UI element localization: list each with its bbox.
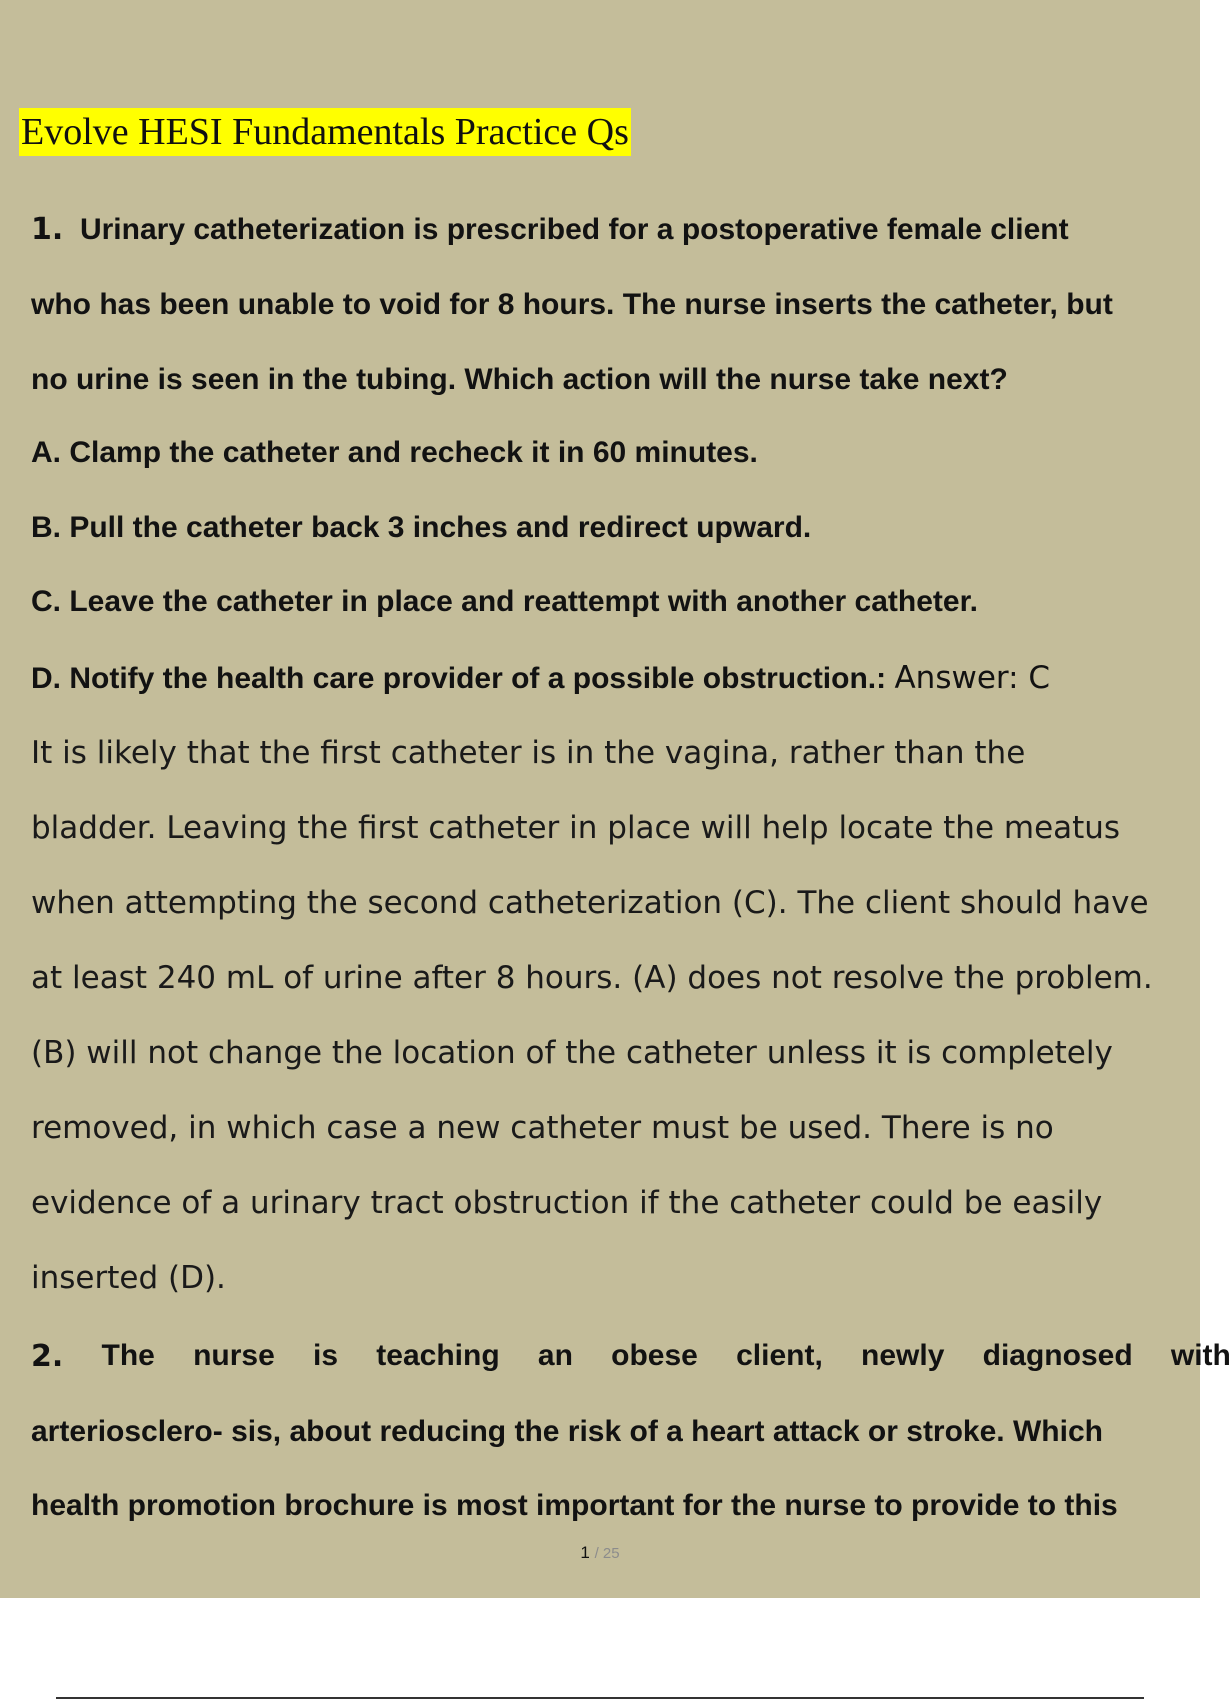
question-1-number: 1. bbox=[31, 212, 64, 247]
question-2-line-2: arteriosclero- sis, about reducing the risk of a heart attack or stroke. Which bbox=[31, 1415, 1103, 1448]
page-number-total: / 25 bbox=[594, 1545, 620, 1562]
question-1-option-b: B. Pull the catheter back 3 inches and redirect upward. bbox=[31, 511, 812, 544]
question-2-word: with bbox=[1170, 1339, 1231, 1372]
explanation-line-4: at least 240 mL of urine after 8 hours. (A) does not resolve the problem. bbox=[31, 960, 1153, 996]
question-1-answer: Answer: C bbox=[894, 660, 1051, 696]
question-1-option-c: C. Leave the catheter in place and reattempt with another catheter. bbox=[31, 585, 978, 618]
explanation-line-7: evidence of a urinary tract obstruction if the catheter could be easily bbox=[31, 1185, 1103, 1221]
question-1-text: Urinary catheterization is prescribed for a postoperative female client bbox=[79, 213, 1069, 246]
page-number-current: 1 bbox=[580, 1543, 590, 1562]
question-2-word: is bbox=[313, 1339, 339, 1372]
question-1-line-2: who has been unable to void for 8 hours. The nurse inserts the catheter, but bbox=[31, 288, 1113, 321]
document-title: Evolve HESI Fundamentals Practice Qs bbox=[19, 108, 631, 156]
question-2-word: an bbox=[537, 1339, 573, 1372]
page-separator-line bbox=[56, 1697, 1144, 1699]
explanation-line-2: bladder. Leaving the first catheter in place will help locate the meatus bbox=[31, 810, 1121, 846]
question-1-option-a: A. Clamp the catheter and recheck it in 60 minutes. bbox=[31, 436, 758, 469]
question-1-option-d bbox=[31, 660, 1050, 696]
question-2-word: client, bbox=[736, 1339, 823, 1372]
explanation-line-3: when attempting the second catheterization (C). The client should have bbox=[31, 885, 1149, 921]
explanation-line-5: (B) will not change the location of the catheter unless it is completely bbox=[31, 1035, 1113, 1071]
explanation-line-1: It is likely that the first catheter is in the vagina, rather than the bbox=[31, 735, 1026, 771]
question-1-line-3: no urine is seen in the tubing. Which action will the nurse take next? bbox=[31, 363, 1008, 396]
explanation-line-6: removed, in which case a new catheter must be used. There is no bbox=[31, 1110, 1054, 1146]
question-2-number: 2. bbox=[31, 1339, 64, 1374]
question-2-word: diagnosed bbox=[982, 1339, 1133, 1372]
question-2-word: teaching bbox=[376, 1339, 500, 1372]
page-number bbox=[0, 1543, 1200, 1563]
question-2-line-1 bbox=[31, 1339, 1231, 1374]
question-2-line-3: health promotion brochure is most important for the nurse to provide to this bbox=[31, 1489, 1118, 1522]
question-2-word: nurse bbox=[193, 1339, 275, 1372]
question-2-word: obese bbox=[611, 1339, 698, 1372]
question-2-word: The bbox=[101, 1339, 155, 1372]
question-2-word: newly bbox=[861, 1339, 945, 1372]
question-1-option-d-text: D. Notify the health care provider of a possible obstruction.: bbox=[31, 662, 887, 695]
explanation-line-8: inserted (D). bbox=[31, 1260, 226, 1296]
question-1-line-1 bbox=[31, 212, 1069, 247]
